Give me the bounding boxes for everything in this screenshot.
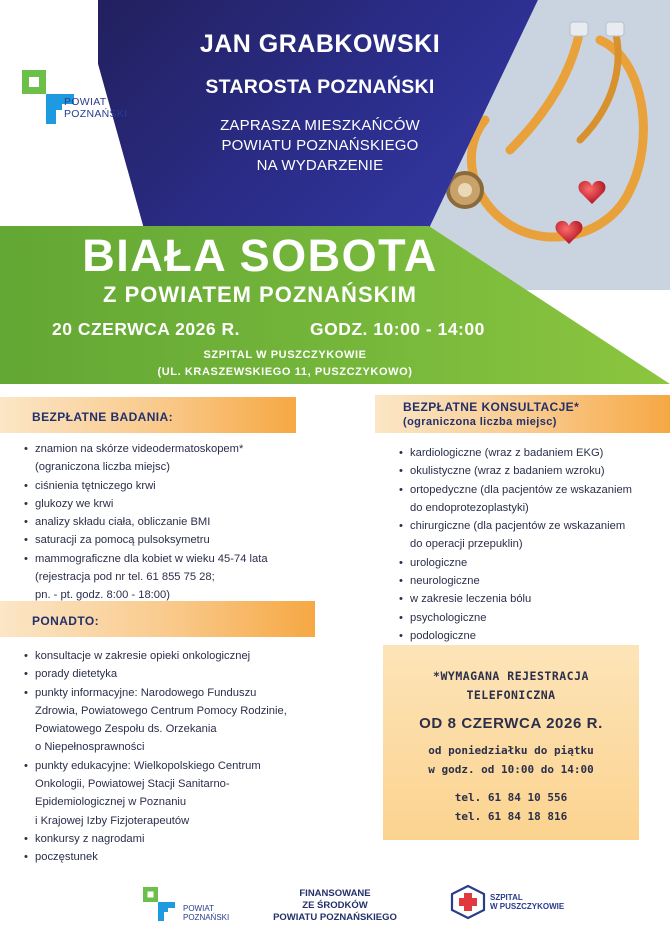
additional-item-line: i Krajowej Izby Fizjoterapeutów bbox=[35, 814, 190, 827]
free-exams-item bbox=[24, 495, 324, 513]
additional-heading: PONADTO: bbox=[32, 614, 99, 628]
registration-phone-label: TELEFONICZNA bbox=[466, 688, 556, 702]
free-exams-heading: BEZPŁATNE BADANIA: bbox=[32, 410, 173, 424]
free-exams-item-line: (rejestracja pod nr tel. 61 855 75 28; bbox=[35, 571, 215, 584]
footer-powiat-logo-text: POWIAT POZNAŃSKI bbox=[183, 904, 230, 922]
consultations-heading: BEZPŁATNE KONSULTACJE* bbox=[403, 400, 580, 414]
additional-item-line: • porady dietetyka bbox=[35, 668, 118, 681]
hospital-logo-icon bbox=[448, 882, 488, 922]
additional-item bbox=[24, 757, 364, 830]
consultation-item bbox=[399, 517, 669, 554]
registration-box bbox=[383, 645, 639, 840]
consultation-item-line: • podologiczne bbox=[410, 629, 476, 642]
registration-hours: w godz. od 10:00 do 14:00 bbox=[428, 763, 594, 776]
additional-item-line: • konsultacje w zakresie opieki onkologicznej bbox=[35, 650, 251, 662]
invitation-text: ZAPRASZA MIESZKAŃCÓW POWIATU POZNAŃSKIEGO NA WYDARZENIE bbox=[220, 117, 420, 174]
free-exams-item-line: • znamion na skórze videodermatoskopem* bbox=[35, 443, 244, 455]
free-exams-item-line: • saturacji za pomocą pulsoksymetru bbox=[35, 534, 210, 547]
additional-item-line: • punkty informacyjne: Narodowego Funduszu bbox=[35, 686, 257, 699]
additional-item bbox=[24, 647, 364, 665]
header bbox=[0, 0, 670, 385]
consultation-item-line: • chirurgiczne (dla pacjentów ze wskazaniem bbox=[410, 520, 626, 533]
registration-start-date: OD 8 CZERWCA 2026 R. bbox=[419, 715, 603, 732]
free-exams-item bbox=[24, 531, 324, 549]
registration-phone-2: tel. 61 84 18 816 bbox=[454, 810, 568, 823]
additional-item-line: Onkologii, Powiatowej Stacji Sanitarno- bbox=[35, 778, 230, 791]
free-exams-item-line: • glukozy we krwi bbox=[35, 497, 114, 510]
consultation-item bbox=[399, 462, 669, 480]
registration-phone-1: tel. 61 84 10 556 bbox=[454, 791, 568, 804]
free-exams-item bbox=[24, 440, 324, 477]
consultation-item-line: do operacji przepuklin) bbox=[410, 538, 523, 551]
consultation-item bbox=[399, 554, 669, 572]
free-exams-item bbox=[24, 477, 324, 495]
consultation-item bbox=[399, 627, 669, 645]
consultations-banner bbox=[375, 395, 670, 433]
additional-item bbox=[24, 665, 364, 683]
additional-list bbox=[24, 647, 364, 867]
free-exams-item bbox=[24, 513, 324, 531]
consultation-item bbox=[399, 590, 669, 608]
free-exams-item-line: • mammograficzne dla kobiet w wieku 45-74 lata bbox=[35, 552, 268, 565]
event-subtitle: Z POWIATEM POZNAŃSKIM bbox=[103, 282, 417, 307]
additional-item bbox=[24, 830, 364, 848]
consultation-item-line: • w zakresie leczenia bólu bbox=[410, 593, 532, 606]
additional-item-line: Epidemiologicznej w Poznaniu bbox=[35, 796, 187, 809]
additional-item-line: • konkursy z nagrodami bbox=[35, 832, 145, 845]
additional-banner bbox=[0, 601, 315, 637]
free-exams-banner bbox=[0, 397, 296, 433]
free-exams-item-line: pn. - pt. godz. 8:00 - 18:00) bbox=[35, 589, 170, 602]
consultation-item bbox=[399, 572, 669, 590]
consultation-item-line: • okulistyczne (wraz z badaniem wzroku) bbox=[410, 465, 605, 478]
free-exams-item bbox=[24, 550, 324, 605]
additional-item-line: • poczęstunek bbox=[35, 851, 98, 864]
additional-item-line: o Niepełnosprawności bbox=[35, 741, 145, 754]
hospital-logo-text: SZPITAL W PUSZCZYKOWIE bbox=[490, 893, 565, 911]
consultation-item-line: • neurologiczne bbox=[410, 575, 480, 588]
consultation-item-line: • psychologiczne bbox=[410, 611, 487, 624]
additional-item-line: Powiatowego Zespołu ds. Orzekania bbox=[35, 723, 217, 736]
consultation-item-line: • kardiologiczne (wraz z badaniem EKG) bbox=[410, 447, 604, 459]
event-venue: SZPITAL W PUSZCZYKOWIE (UL. KRASZEWSKIEGO 11, PUSZCZYKOWO) bbox=[157, 349, 413, 378]
powiat-logo-text: POWIAT POZNAŃSKI bbox=[64, 96, 128, 120]
additional-item-line: • punkty edukacyjne: Wielkopolskiego Centrum bbox=[35, 759, 261, 772]
consultation-item-line: • ortopedyczne (dla pacjentów ze wskazaniem bbox=[410, 483, 633, 496]
free-exams-item-line: • analizy składu ciała, obliczanie BMI bbox=[35, 516, 211, 529]
consultation-item bbox=[399, 481, 669, 518]
free-exams-list bbox=[24, 440, 324, 605]
consultation-item bbox=[399, 444, 669, 462]
additional-item-line: Zdrowia, Powiatowego Centrum Pomocy Rodzinie, bbox=[35, 704, 287, 717]
consultation-item-line: do endoprotezoplastyki) bbox=[410, 501, 529, 514]
organizer-name: JAN GRABKOWSKI bbox=[199, 30, 441, 58]
additional-item bbox=[24, 848, 364, 866]
consultations-list bbox=[399, 444, 669, 645]
consultation-item bbox=[399, 609, 669, 627]
additional-item bbox=[24, 684, 364, 757]
consultations-note: (ograniczona liczba miejsc) bbox=[403, 416, 557, 428]
event-time: GODZ. 10:00 - 14:00 bbox=[310, 319, 485, 339]
footer-powiat-logo-icon bbox=[143, 887, 183, 923]
organizer-title: STAROSTA POZNAŃSKI bbox=[205, 76, 435, 98]
free-exams-item-line: • ciśnienia tętniczego krwi bbox=[35, 479, 156, 492]
consultation-item-line: • urologiczne bbox=[410, 556, 468, 569]
registration-days: od poniedziałku do piątku bbox=[428, 744, 594, 757]
funding-note: FINANSOWANE ZE ŚRODKÓW POWIATU POZNAŃSKIEGO bbox=[273, 888, 397, 923]
event-title: BIAŁA SOBOTA bbox=[82, 230, 438, 281]
event-date: 20 CZERWCA 2026 R. bbox=[52, 319, 240, 339]
free-exams-item-line: (ograniczona liczba miejsc) bbox=[35, 461, 170, 474]
registration-required: *WYMAGANA REJESTRACJA bbox=[433, 669, 589, 683]
